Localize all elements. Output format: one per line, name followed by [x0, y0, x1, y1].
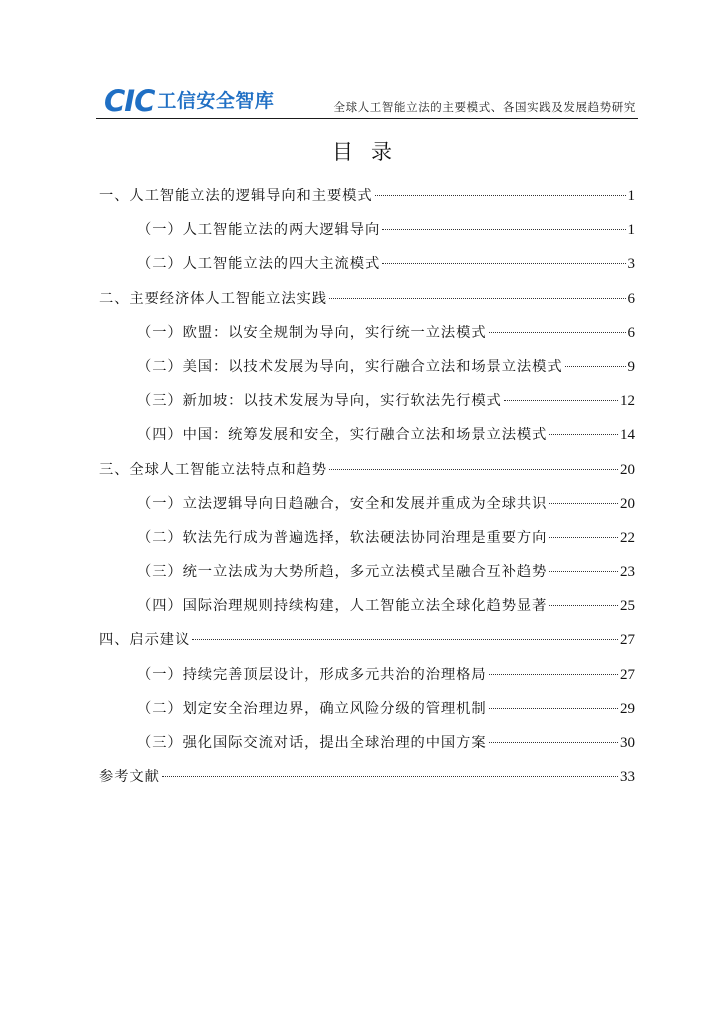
toc-entry-title: （一）立法逻辑导向日趋融合，安全和发展并重成为全球共识 — [137, 495, 548, 512]
dot-leader — [375, 195, 626, 196]
toc-chapter-entry[interactable] — [99, 179, 635, 213]
toc-chapter-entry[interactable] — [99, 623, 635, 657]
dot-leader — [192, 639, 618, 640]
toc-section-entry[interactable] — [99, 213, 635, 247]
dot-leader — [382, 263, 625, 264]
dot-leader — [549, 503, 618, 504]
toc-entry-title: 二、主要经济体人工智能立法实践 — [99, 290, 327, 307]
page-header — [96, 84, 638, 119]
cic-logo — [104, 86, 274, 116]
toc-heading: 目录 — [332, 140, 410, 164]
toc-entry-title: （二）美国：以技术发展为导向，实行融合立法和场景立法模式 — [137, 358, 563, 375]
toc-entry-title: （二）人工智能立法的四大主流模式 — [137, 256, 381, 273]
toc-section-entry[interactable] — [99, 692, 635, 726]
toc-page-number: 6 — [627, 290, 635, 307]
toc-page-number: 25 — [620, 598, 635, 615]
toc-page-number: 6 — [627, 324, 635, 341]
toc-page-number: 30 — [620, 735, 635, 751]
toc-entry-title: （三）强化国际交流对话，提出全球治理的中国方案 — [137, 735, 487, 751]
dot-leader — [504, 400, 618, 401]
toc-section-entry[interactable] — [99, 726, 635, 760]
toc-page-number: 20 — [620, 495, 635, 512]
toc-section-entry[interactable] — [99, 384, 635, 418]
running-header-title: 全球人工智能立法的主要模式、各国实践及发展趋势研究 — [333, 100, 636, 114]
toc-page-number: 1 — [627, 188, 635, 204]
dot-leader — [489, 742, 618, 743]
toc-entry-title: （四）国际治理规则持续构建，人工智能立法全球化趋势显著 — [137, 598, 548, 615]
toc-entry-title: （三）新加坡：以技术发展为导向，实行软法先行模式 — [137, 393, 502, 410]
toc-entry-title: （一）欧盟：以安全规制为导向，实行统一立法模式 — [137, 324, 487, 341]
toc-page-number: 3 — [627, 256, 635, 273]
toc-section-entry[interactable] — [99, 350, 635, 384]
dot-leader — [549, 571, 618, 572]
toc-section-entry[interactable] — [99, 487, 635, 521]
toc-page-number: 23 — [620, 564, 635, 581]
dot-leader — [329, 469, 618, 470]
toc-page-number: 20 — [620, 461, 635, 478]
toc-entry-title: （四）中国：统筹发展和安全，实行融合立法和场景立法模式 — [137, 427, 548, 444]
toc-section-entry[interactable] — [99, 555, 635, 589]
toc-page-number: 12 — [620, 393, 635, 410]
toc-section-entry[interactable] — [99, 658, 635, 692]
dot-leader — [565, 366, 626, 367]
toc-section-entry[interactable] — [99, 418, 635, 452]
toc-entry-title: （三）统一立法成为大势所趋，多元立法模式呈融合互补趋势 — [137, 564, 548, 581]
toc-chapter-entry[interactable] — [99, 760, 635, 794]
toc-page-number: 29 — [620, 700, 635, 717]
logo-mark — [104, 86, 154, 116]
dot-leader — [329, 298, 626, 299]
toc-page-number: 27 — [620, 632, 635, 649]
toc-entry-title: （一）人工智能立法的两大逻辑导向 — [137, 222, 381, 239]
toc-entry-title: 四、启示建议 — [99, 632, 191, 649]
toc-page-number: 9 — [627, 358, 635, 375]
toc-entry-title: 一、人工智能立法的逻辑导向和主要模式 — [99, 188, 373, 204]
toc-chapter-entry[interactable] — [99, 453, 635, 487]
toc-section-entry[interactable] — [99, 589, 635, 623]
toc-section-entry[interactable] — [99, 247, 635, 281]
dot-leader — [549, 605, 618, 606]
toc-page-number: 1 — [627, 222, 635, 239]
dot-leader — [549, 434, 618, 435]
toc-chapter-entry[interactable] — [99, 282, 635, 316]
toc-entry-title: （一）持续完善顶层设计，形成多元共治的治理格局 — [137, 666, 487, 683]
toc-page-number: 14 — [620, 427, 635, 444]
toc-entry-title: （二）划定安全治理边界，确立风险分级的管理机制 — [137, 700, 487, 717]
dot-leader — [382, 229, 625, 230]
dot-leader — [489, 674, 618, 675]
logo-mark-text: CIC — [104, 84, 155, 118]
dot-leader — [489, 708, 618, 709]
toc-page-number: 33 — [620, 769, 635, 786]
toc-page-number: 22 — [620, 529, 635, 546]
toc-section-entry[interactable] — [99, 521, 635, 555]
toc-section-entry[interactable] — [99, 316, 635, 350]
table-of-contents — [99, 179, 635, 794]
toc-entry-title: （二）软法先行成为普遍选择，软法硬法协同治理是重要方向 — [137, 529, 548, 546]
toc-page-number: 27 — [620, 666, 635, 683]
toc-entry-title: 三、全球人工智能立法特点和趋势 — [99, 461, 327, 478]
dot-leader — [162, 776, 618, 777]
dot-leader — [549, 537, 618, 538]
logo-name: 工信安全智库 — [157, 90, 275, 112]
dot-leader — [489, 332, 626, 333]
toc-entry-title: 参考文献 — [99, 769, 160, 786]
